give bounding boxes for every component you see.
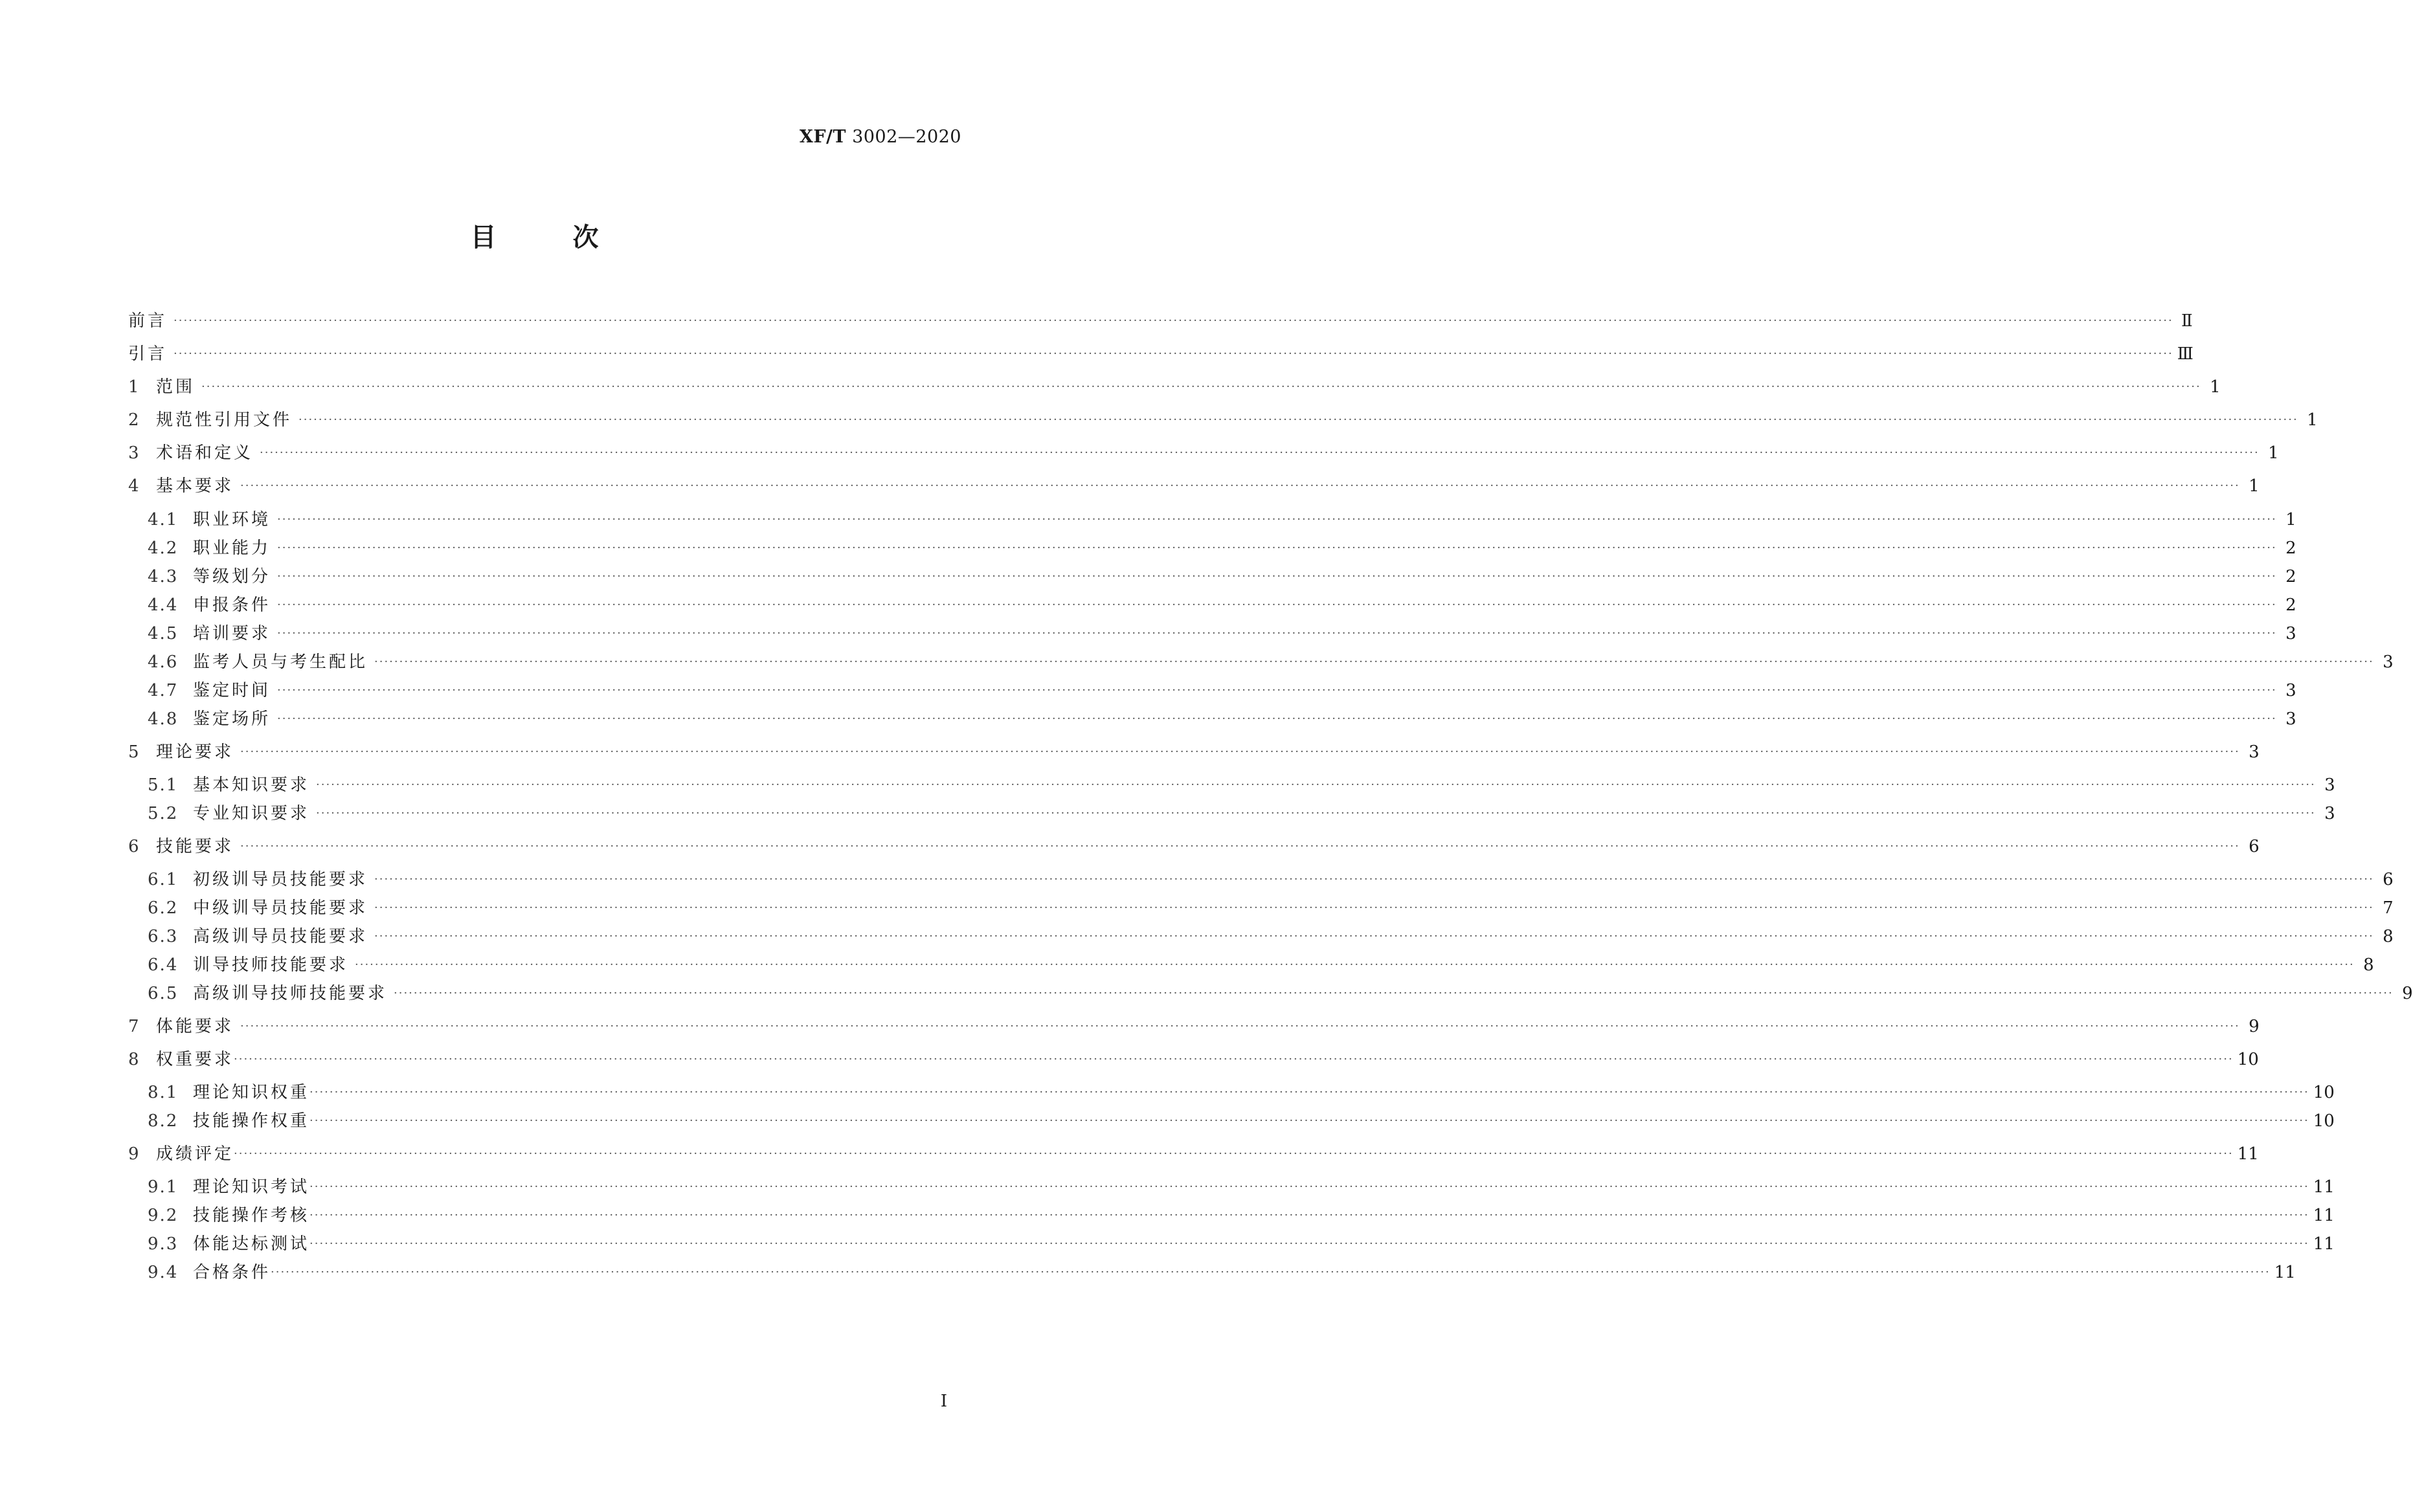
toc-leader-dots: ················································································································································································································································································································································································································ (309, 1085, 2309, 1099)
toc-entry-number: 4.2 (148, 539, 179, 558)
toc-entry-page: 11 (2313, 1206, 2335, 1225)
toc-entry-label: 理论要求 (156, 742, 234, 762)
toc-entry-label: 技能操作考核 (193, 1206, 310, 1225)
toc-entry[interactable] (128, 621, 2296, 647)
toc-entry-number: 4.3 (148, 567, 179, 586)
toc-entry-number: 6.1 (148, 870, 179, 889)
toc-leader-dots: ················································································································································································································································································································································································································ (234, 1147, 2234, 1161)
toc-leader-dots: ················································································································································································································································································································································································································ (240, 479, 2240, 493)
toc-leader-dots: ················································································································································································································································································································································································································ (277, 627, 2277, 640)
toc-entry-label: 高级训导技师技能要求 (193, 984, 388, 1003)
toc-leader-dots: ················································································································································································································································································································································································································ (277, 513, 2277, 526)
toc-entry-number: 4.7 (148, 681, 179, 700)
toc-entry[interactable] (128, 592, 2296, 618)
toc-entry-page: 10 (2313, 1083, 2335, 1102)
toc-leader-dots: ················································································································································································································································································································································································································ (374, 873, 2374, 886)
toc-leader-dots: ················································································································································································································································································································································································································ (277, 570, 2277, 583)
toc-entry-label: 训导技师技能要求 (193, 955, 349, 975)
toc-entry[interactable] (128, 678, 2296, 704)
toc-entry[interactable] (128, 867, 2394, 893)
toc-entry-page: 2 (2285, 567, 2296, 586)
toc-entry-number: 8 (128, 1050, 140, 1069)
toc-entry-page: 8 (2363, 955, 2374, 975)
toc-entry[interactable] (128, 1080, 2335, 1106)
toc-leader-dots: ················································································································································································································································································································································································································ (309, 1237, 2309, 1251)
toc-entry-label: 规范性引用文件 (156, 410, 293, 430)
toc-entry-label: 范围 (156, 377, 196, 397)
toc-entry-number: 9 (128, 1144, 140, 1164)
toc-entry-label: 中级训导员技能要求 (193, 898, 368, 918)
toc-entry-label: 体能达标测试 (193, 1234, 310, 1254)
toc-entry-page: 11 (2313, 1234, 2335, 1254)
toc-leader-dots: ················································································································································································································································································································································································································ (174, 347, 2173, 361)
toc-entry-number: 8.1 (148, 1083, 179, 1102)
toc-entry-page: 1 (2268, 443, 2279, 463)
toc-entry-page: 3 (2249, 742, 2260, 762)
toc-entry-number: 6.3 (148, 927, 179, 946)
toc-entry[interactable] (128, 341, 2194, 367)
page-title: 目次 (470, 222, 675, 252)
toc-entry-number: 9.3 (148, 1234, 179, 1254)
toc-entry-page: 9 (2402, 984, 2413, 1003)
toc-entry-number: 4.4 (148, 595, 179, 615)
toc-entry-page: 1 (2249, 476, 2260, 496)
toc-leader-dots: ················································································································································································································································································································································································································ (316, 806, 2316, 820)
toc-entry[interactable] (128, 564, 2296, 590)
toc-entry[interactable] (128, 649, 2394, 675)
toc-entry-label: 培训要求 (193, 624, 271, 643)
toc-leader-dots: ················································································································································································································································································································································································································ (260, 446, 2260, 460)
toc-entry[interactable] (128, 308, 2193, 334)
toc-leader-dots: ················································································································································································································································································································································································································ (374, 655, 2374, 669)
toc-entry-page: 3 (2285, 681, 2296, 700)
toc-entry-page: 1 (2285, 510, 2296, 529)
toc-entry-label: 基本知识要求 (193, 775, 310, 795)
toc-leader-dots: ················································································································································································································································································································································································································ (234, 1052, 2234, 1066)
toc-leader-dots: ················································································································································································································································································································································································································ (277, 712, 2277, 726)
toc-leader-dots: ················································································································································································································································································································································································································ (277, 598, 2277, 612)
toc-entry-number: 3 (128, 443, 140, 463)
toc-entry-number: 9.4 (148, 1263, 179, 1282)
toc-entry-label: 高级训导员技能要求 (193, 927, 368, 946)
toc-leader-dots: ················································································································································································································································································································································································································ (355, 958, 2355, 972)
toc-entry-page: 3 (2383, 652, 2394, 672)
toc-leader-dots: ················································································································································································································································································································································································································ (316, 778, 2316, 792)
toc-entry-page: 7 (2383, 898, 2394, 918)
toc-entry-page: 10 (2313, 1111, 2335, 1131)
toc-entry-page: 9 (2249, 1017, 2260, 1036)
toc-entry-label: 监考人员与考生配比 (193, 652, 368, 672)
toc-entry-label: 鉴定时间 (193, 681, 271, 700)
toc-entry-label: 合格条件 (193, 1263, 271, 1282)
toc-entry-label: 专业知识要求 (193, 804, 310, 823)
toc-entry-number: 6 (128, 837, 140, 856)
toc-entry[interactable] (128, 1108, 2335, 1134)
toc-entry-page: 10 (2237, 1050, 2259, 1069)
toc-entry-page: 8 (2383, 927, 2394, 946)
toc-entry-label: 初级训导员技能要求 (193, 870, 368, 889)
footer-page-number: I (940, 1392, 947, 1411)
toc-leader-dots: ················································································································································································································································································································································································································ (394, 986, 2394, 1000)
toc-entry-number: 4.8 (148, 709, 179, 729)
toc-entry-label: 技能操作权重 (193, 1111, 310, 1131)
toc-entry[interactable] (128, 1047, 2259, 1073)
toc-leader-dots: ················································································································································································································································································································································································································ (240, 839, 2240, 853)
toc-leader-dots: ················································································································································································································································································································································································································ (309, 1208, 2309, 1222)
toc-entry-label: 职业能力 (193, 539, 271, 558)
toc-leader-dots: ················································································································································································································································································································································································································ (240, 1019, 2240, 1033)
toc-entry[interactable] (128, 772, 2335, 798)
toc-entry[interactable] (128, 952, 2374, 978)
toc-leader-dots: ················································································································································································································································································································································································································ (374, 901, 2374, 915)
toc-entry-number: 4.5 (148, 624, 179, 643)
toc-leader-dots: ················································································································································································································································································································································································································ (174, 314, 2173, 328)
toc-leader-dots: ················································································································································································································································································································································································································ (277, 684, 2277, 697)
toc-entry-number: 6.4 (148, 955, 179, 975)
toc-entry[interactable] (128, 1231, 2335, 1257)
toc-entry-number: 7 (128, 1017, 140, 1036)
toc-entry-label: 权重要求 (156, 1050, 234, 1069)
toc-entry[interactable] (128, 706, 2296, 732)
toc-entry-page: 3 (2285, 624, 2296, 643)
toc-entry[interactable] (128, 473, 2260, 499)
toc-entry-label: 等级划分 (193, 567, 271, 586)
toc-entry-number: 4.6 (148, 652, 179, 672)
toc-entry[interactable] (128, 1260, 2296, 1285)
toc-entry[interactable] (128, 895, 2394, 921)
toc-leader-dots: ················································································································································································································································································································································································································ (298, 413, 2298, 427)
toc-entry-page: 11 (2313, 1177, 2335, 1197)
toc-entry-label: 引言 (128, 344, 168, 364)
toc-leader-dots: ················································································································································································································································································································································································································ (277, 541, 2277, 555)
toc-entry-page: 2 (2285, 595, 2296, 615)
toc-entry-page: 6 (2249, 837, 2260, 856)
toc-entry-number: 4.1 (148, 510, 179, 529)
toc-entry-number: 9.2 (148, 1206, 179, 1225)
toc-entry-label: 前言 (128, 311, 168, 331)
toc-entry-page: 1 (2307, 410, 2318, 430)
toc-entry-number: 9.1 (148, 1177, 179, 1197)
toc-entry-number: 1 (128, 377, 140, 397)
toc-entry-label: 术语和定义 (156, 443, 254, 463)
standard-code-number: 3002—2020 (852, 127, 961, 147)
toc-entry[interactable] (128, 801, 2335, 827)
toc-entry-number: 5 (128, 742, 140, 762)
toc-entry[interactable] (128, 440, 2279, 466)
toc-entry-page: 11 (2237, 1144, 2259, 1164)
toc-entry-page: Ⅲ (2177, 344, 2194, 364)
toc-entry[interactable] (128, 407, 2318, 433)
toc-entry-label: 职业环境 (193, 510, 271, 529)
toc-entry[interactable] (128, 507, 2296, 533)
toc-entry[interactable] (128, 535, 2296, 561)
toc-entry-label: 基本要求 (156, 476, 234, 496)
toc-leader-dots: ················································································································································································································································································································································································································ (309, 1180, 2309, 1194)
toc-leader-dots: ················································································································································································································································································································································································································ (201, 380, 2201, 394)
standard-code-prefix: XF/T (799, 127, 846, 147)
toc-entry-number: 5.2 (148, 804, 179, 823)
toc-entry[interactable] (128, 981, 2413, 1006)
toc-entry-number: 6.2 (148, 898, 179, 918)
toc-leader-dots: ················································································································································································································································································································································································································ (271, 1265, 2271, 1279)
toc-entry[interactable] (128, 924, 2394, 950)
toc-entry-page: 6 (2383, 870, 2394, 889)
toc-entry-label: 理论知识考试 (193, 1177, 310, 1197)
toc-entry-page: 3 (2324, 804, 2335, 823)
toc-entry-page: 11 (2274, 1263, 2296, 1282)
toc-entry-number: 8.2 (148, 1111, 179, 1131)
toc-leader-dots: ················································································································································································································································································································································································································ (309, 1114, 2309, 1128)
toc-entry-page: 1 (2210, 377, 2221, 397)
toc-entry[interactable] (128, 739, 2260, 765)
table-of-contents (128, 0, 2413, 1512)
toc-entry-page: 3 (2324, 775, 2335, 795)
toc-leader-dots: ················································································································································································································································································································································································································ (240, 745, 2240, 759)
toc-entry[interactable] (128, 374, 2221, 400)
toc-entry[interactable] (128, 834, 2260, 860)
toc-entry-label: 成绩评定 (156, 1144, 234, 1164)
toc-entry-page: Ⅱ (2181, 311, 2193, 331)
toc-entry[interactable] (128, 1174, 2335, 1200)
toc-entry-number: 4 (128, 476, 140, 496)
toc-entry-number: 2 (128, 410, 140, 430)
toc-leader-dots: ················································································································································································································································································································································································································ (374, 929, 2374, 943)
toc-entry[interactable] (128, 1014, 2260, 1040)
toc-entry-number: 5.1 (148, 775, 179, 795)
toc-entry-label: 技能要求 (156, 837, 234, 856)
toc-entry-page: 3 (2285, 709, 2296, 729)
toc-entry-label: 申报条件 (193, 595, 271, 615)
toc-entry-label: 鉴定场所 (193, 709, 271, 729)
toc-entry[interactable] (128, 1203, 2335, 1228)
toc-entry-number: 6.5 (148, 984, 179, 1003)
toc-entry[interactable] (128, 1141, 2259, 1167)
toc-entry-label: 体能要求 (156, 1017, 234, 1036)
toc-entry-label: 理论知识权重 (193, 1083, 310, 1102)
toc-entry-page: 2 (2285, 539, 2296, 558)
